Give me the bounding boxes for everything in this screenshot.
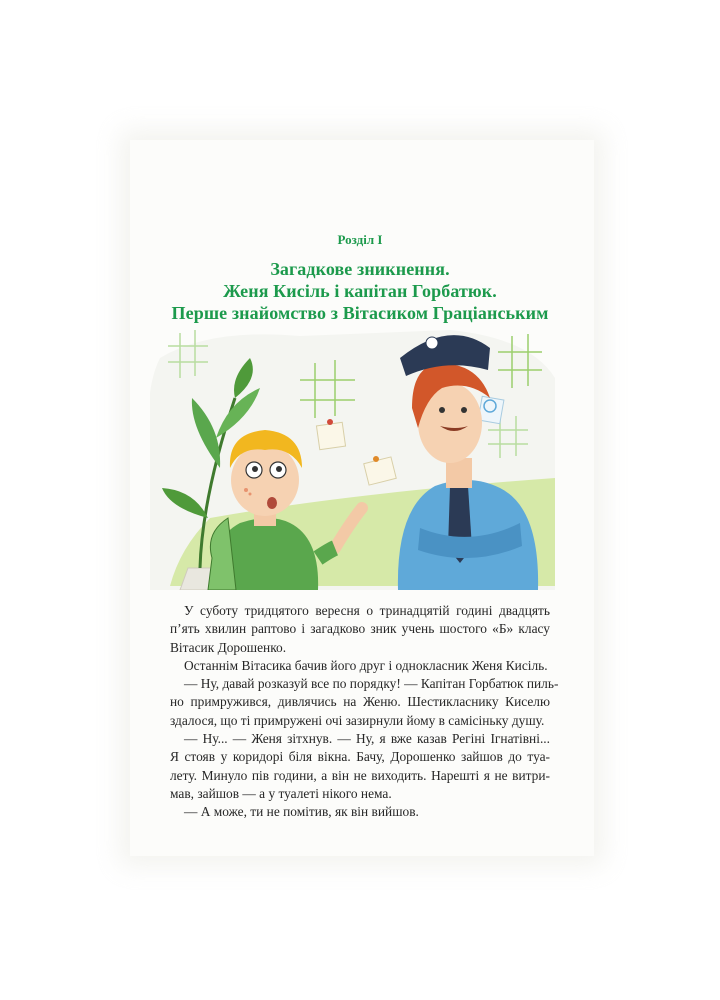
text-line: Останнім Вітасика бачив його друг і однокласник Женя Кисіль. (184, 657, 548, 673)
paragraph-2 (170, 657, 550, 675)
police-cap-badge-icon (426, 337, 438, 349)
pinned-note-3 (478, 396, 504, 423)
text-line: мав, зайшов — а у туалеті нікого нема. (170, 785, 392, 801)
chapter-title (0, 258, 720, 324)
chapter-illustration (150, 318, 560, 590)
chapter-title-line-3: Перше знайомство з Вітасиком Граціанським (171, 303, 549, 323)
section-label: Розділ І (337, 232, 383, 247)
chapter-title-line-2: Женя Кисіль і капітан Горбатюк. (223, 281, 497, 301)
paragraph-1 (170, 602, 550, 657)
paragraph-5 (170, 803, 550, 821)
text-line: У суботу тридцятого вересня о тринадцятій годині двадцять (184, 603, 550, 618)
story-text (170, 602, 559, 822)
text-line: — Ну, давай розказуй все по порядку! — Капітан Горбатюк пиль- (184, 676, 559, 692)
text-line: п’ять хвилин раптово і загадково зник учень шостого «Б» класу (170, 621, 550, 637)
chapter-title-line-1: Загадкове зникнення. (270, 259, 450, 279)
text-line: лету. Минуло пів години, а він не виходить. Нарешті я не витри- (170, 767, 550, 783)
text-line: здалося, що ті примружені очі зазирнули йому в самісіньку душу. (170, 712, 545, 728)
text-line: но примружився, дивлячись на Женю. Шестикласнику Киселю (170, 694, 550, 710)
text-line: — Ну... — Женя зітхнув. — Ну, я вже казав Регіні Ігнатівні... (184, 731, 550, 747)
paragraph-4 (170, 730, 550, 803)
text-line: Вітасик Дорошенко. (170, 639, 287, 655)
text-line: Я стояв у коридорі біля вікна. Бачу, Дорошенко зайшов до туа- (170, 749, 550, 765)
text-line: — А може, ти не помітив, як він вийшов. (184, 804, 419, 820)
paragraph-3 (170, 675, 559, 730)
